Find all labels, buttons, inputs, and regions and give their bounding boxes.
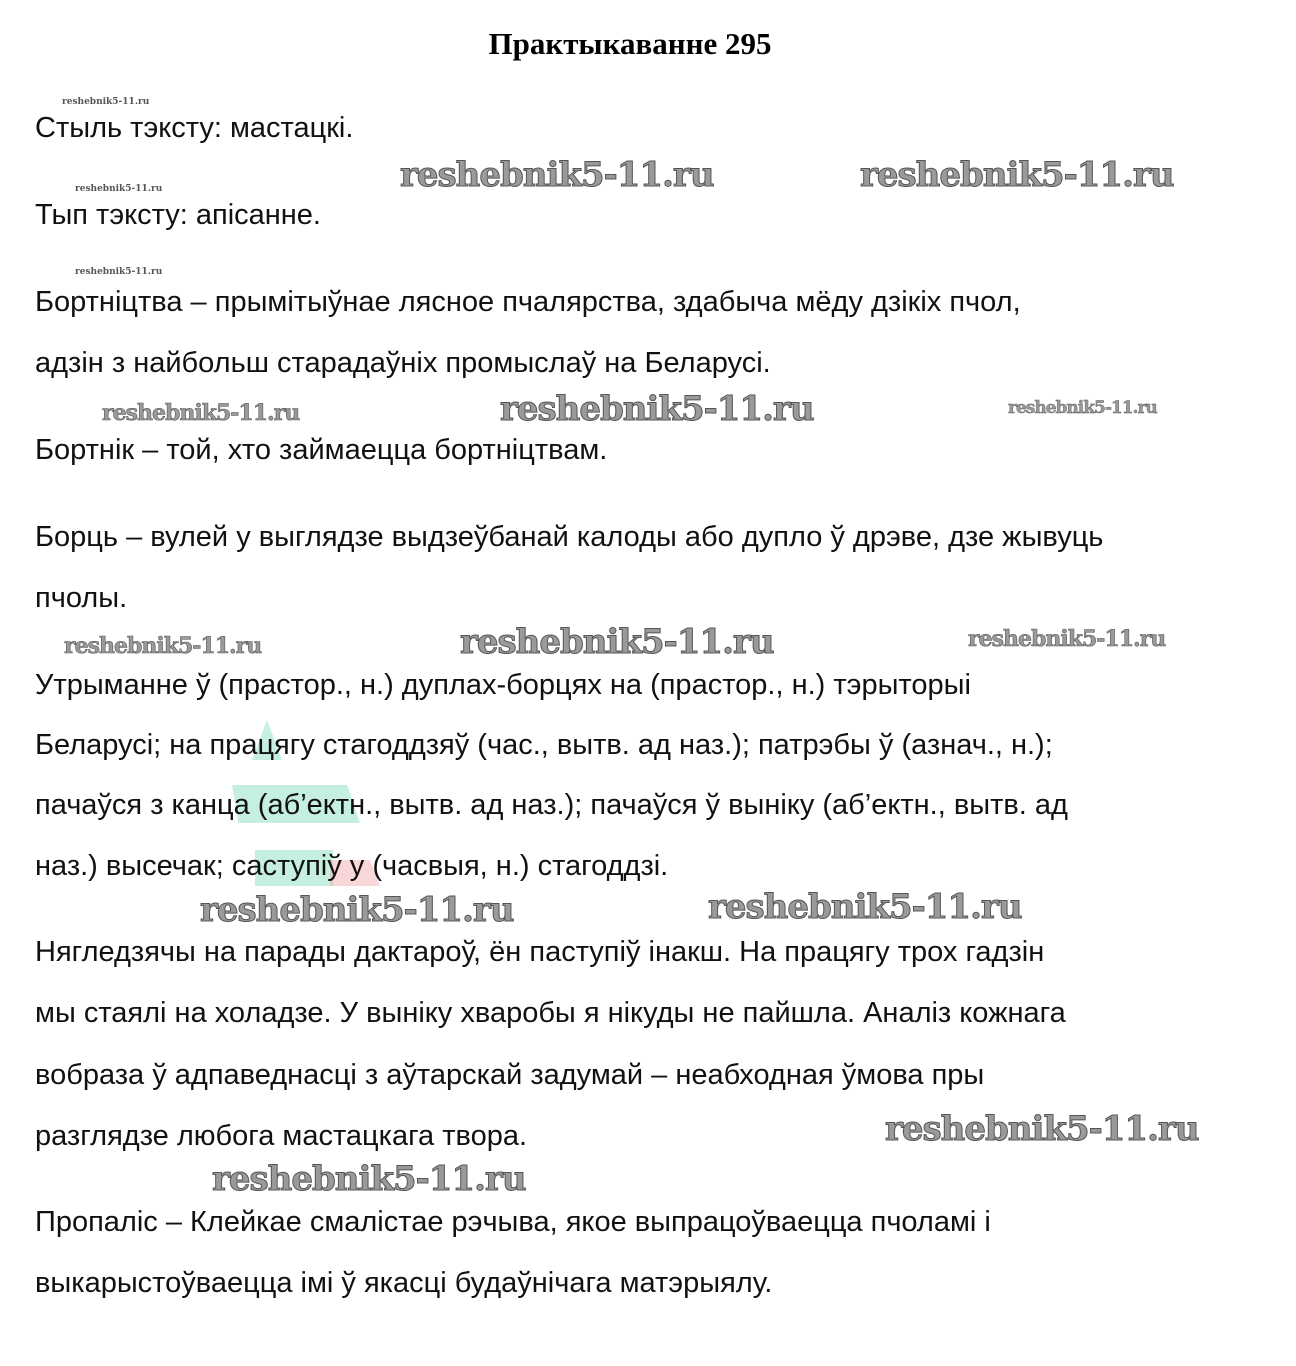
text-line: Стыль тэксту: мастацкі.: [35, 112, 354, 144]
text-line: пачаўся з канца (аб’ектн., вытв. ад наз.); пачаўся ў выніку (аб’ектн., вытв. ад: [35, 789, 1068, 821]
watermark: reshebnik5-11.ru: [200, 890, 514, 930]
text-line: Бортніцтва – прымітыўнае лясное пчалярства, здабыча мёду дзікіх пчол,: [35, 286, 1021, 318]
watermark: reshebnik5-11.ru: [460, 622, 774, 662]
text-line: Утрыманне ў (прастор., н.) дуплах-борцях на (прастор., н.) тэрыторыі: [35, 669, 971, 701]
text-line: Тып тэксту: апісанне.: [35, 199, 321, 231]
watermark: reshebnik5-11.ru: [64, 633, 262, 659]
watermark: reshebnik5-11.ru: [75, 184, 163, 194]
watermark: reshebnik5-11.ru: [708, 887, 1022, 927]
watermark: reshebnik5-11.ru: [400, 155, 714, 195]
text-line: Борць – вулей у выглядзе выдзеўбанай калоды або дупло ў дрэве, дзе жывуць: [35, 521, 1104, 553]
text-line: выкарыстоўваецца імі ў якасці будаўнічага матэрыялу.: [35, 1267, 773, 1299]
text-line: вобраза ў адпаведнасці з аўтарскай задумай – неабходная ўмова пры: [35, 1059, 985, 1091]
watermark: reshebnik5-11.ru: [102, 400, 300, 426]
watermark: reshebnik5-11.ru: [62, 97, 150, 107]
watermark: reshebnik5-11.ru: [1008, 398, 1157, 418]
watermark: reshebnik5-11.ru: [968, 626, 1166, 652]
text-line: разглядзе любога мастацкага твора.: [35, 1120, 528, 1152]
page-title: Практыкаванне 295: [488, 26, 772, 61]
watermark: reshebnik5-11.ru: [212, 1159, 526, 1199]
text-line: Нягледзячы на парады дактароў, ён паступіў інакш. На працягу трох гадзін: [35, 936, 1045, 968]
text-line: Беларусі; на працягу стагоддзяў (час., вытв. ад наз.); патрэбы ў (азнач., н.);: [35, 729, 1053, 761]
text-line: адзін з найбольш старадаўніх промыслаў на Беларусі.: [35, 347, 771, 379]
text-line: пчолы.: [35, 582, 128, 614]
text-line: Бортнік – той, хто займаецца бортніцтвам.: [35, 434, 608, 466]
text-line: Пропаліс – Клейкае смалістае рэчыва, якое выпрацоўваецца пчоламі і: [35, 1206, 991, 1238]
watermark: reshebnik5-11.ru: [500, 389, 814, 429]
watermark: reshebnik5-11.ru: [885, 1109, 1199, 1149]
watermark: reshebnik5-11.ru: [860, 155, 1174, 195]
text-line: наз.) высечак; саступіў у (часвыя, н.) стагоддзі.: [35, 850, 669, 882]
watermark: reshebnik5-11.ru: [75, 267, 163, 277]
text-line: мы стаялі на холадзе. У выніку хваробы я нікуды не пайшла. Аналіз кожнага: [35, 997, 1066, 1029]
